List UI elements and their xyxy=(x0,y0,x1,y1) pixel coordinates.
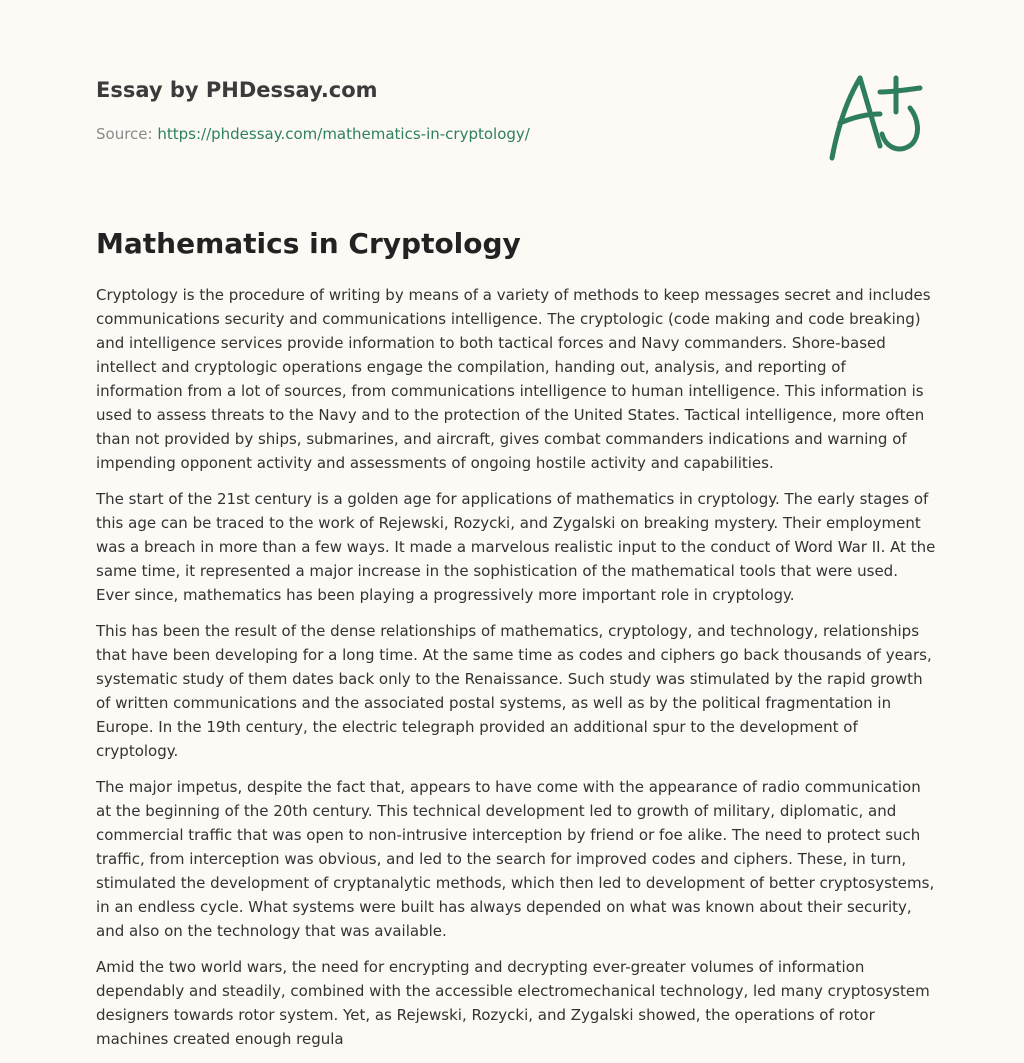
essay-title: Mathematics in Cryptology xyxy=(96,227,521,260)
source-label: Source: xyxy=(96,125,153,143)
source-link[interactable]: https://phdessay.com/mathematics-in-cryptology/ xyxy=(157,125,530,143)
paragraph-1: Cryptology is the procedure of writing by means of a variety of methods to keep messages secret and includes communications security and communications intelligence. The cryptologic (code making and code breaking) and intelligence services provide information to both tactical forces and Navy commanders. Shore-based intellect and cryptologic operations engage the compilation, handing out, analysis, and reporting of information from a lot of sources, from communications intelligence to human intelligence. This information is used to assess threats to the Navy and to the protection of the United States. Tactical intelligence, more often than not provided by ships, submarines, and aircraft, gives combat commanders indications and warning of impending opponent activity and assessments of ongoing hostile activity and capabilities. xyxy=(96,286,931,472)
essay-body xyxy=(96,283,936,1063)
paragraph-5: Amid the two world wars, the need for encrypting and decrypting ever-greater volumes of information dependably and steadily, combined with the accessible electromechanical technology, led many cryptosystem designers towards rotor system. Yet, as Rejewski, Rozycki, and Zygalski showed, the operations of rotor machines created enough regula xyxy=(96,958,930,1048)
paragraph-3: This has been the result of the dense relationships of mathematics, cryptology, and technology, relationships that have been developing for a long time. At the same time as codes and ciphers go back thousands of years, systematic study of them dates back only to the Renaissance. Such study was stimulated by the rapid growth of written communications and the associated postal systems, as well as by the political fragmentation in Europe. In the 19th century, the electric telegraph provided an additional spur to the development of cryptology. xyxy=(96,622,932,760)
a-plus-logo-svg xyxy=(820,68,930,168)
paragraph-4: The major impetus, despite the fact that, appears to have come with the appearance of radio communication at the beginning of the 20th century. This technical development led to growth of military, diplomatic, and commercial traffic that was open to non-intrusive interception by friend or foe alike. The need to protect such traffic, from interception was obvious, and led to the search for improved codes and ciphers. These, in turn, stimulated the development of cryptanalytic methods, which then led to development of better cryptosystems, in an endless cycle. What systems were built has always depended on what was known about their security, and also on the technology that was available. xyxy=(96,778,935,940)
a-plus-logo-icon xyxy=(820,68,930,168)
essay-header xyxy=(96,76,936,176)
paragraph-2: The start of the 21st century is a golden age for applications of mathematics in cryptology. The early stages of this age can be traced to the work of Rejewski, Rozycki, and Zygalski on breaking mystery. Their employment was a breach in more than a few ways. It made a marvelous realistic input to the conduct of Word War II. At the same time, it represented a major increase in the sophistication of the mathematical tools that were used. Ever since, mathematics has been playing a progressively more important role in cryptology. xyxy=(96,490,936,604)
source-line xyxy=(96,124,936,144)
brand-title: Essay by PHDessay.com xyxy=(96,78,378,102)
